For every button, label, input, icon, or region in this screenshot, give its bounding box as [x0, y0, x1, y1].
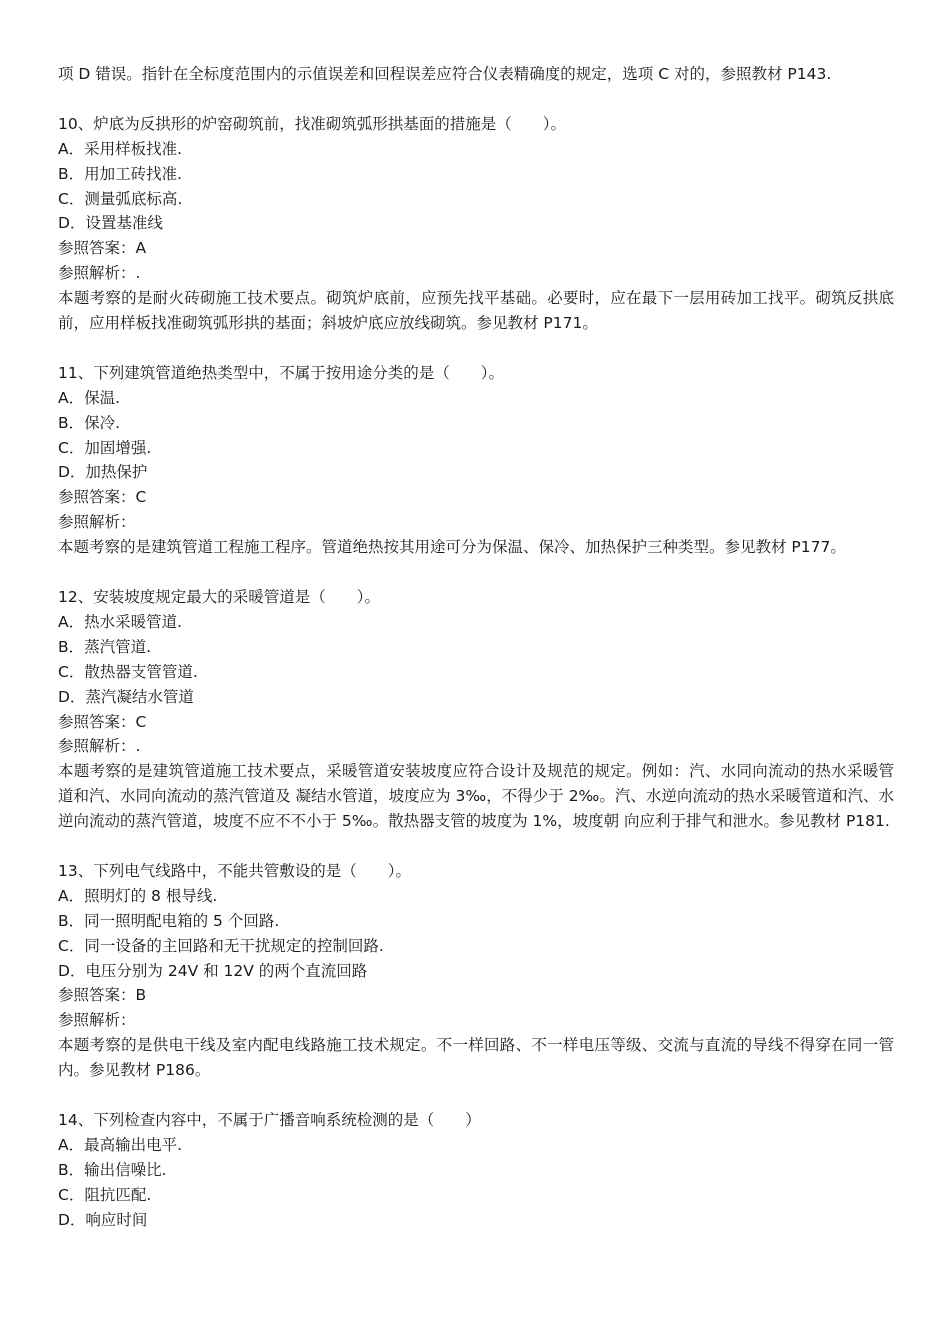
option-b: B．蒸汽管道. [58, 637, 152, 656]
option-a: A．采用样板找准. [58, 139, 183, 158]
option-d: D．加热保护 [58, 463, 148, 482]
analysis-label: 参照解析：. [58, 737, 141, 756]
question-stem: 14、下列检查内容中，不属于广播音响系统检测的是（ ） [58, 1110, 481, 1129]
question-block [58, 361, 894, 560]
question-stem: 11、下列建筑管道绝热类型中，不属于按用途分类的是（ ）。 [58, 363, 504, 382]
answer-text: 参照答案：C [58, 488, 147, 507]
question-stem: 13、下列电气线路中，不能共管敷设的是（ ）。 [58, 861, 411, 880]
spacer [58, 87, 894, 112]
answer-text: 参照答案：C [58, 712, 147, 731]
option-b: B．同一照明配电箱的 5 个回路. [58, 911, 280, 930]
document-page [58, 62, 894, 1233]
analysis-text: 本题考察的是建筑管道工程施工程序。管道绝热按其用途可分为保温、保冷、加热保护三种类型。参见教材 P177。 [58, 538, 846, 557]
question-block [58, 1108, 894, 1233]
intro-text: 项 D 错误。指针在全标度范围内的示值误差和回程误差应符合仪表精确度的规定，选项 C 对的，参照教材 P143. [58, 65, 832, 83]
spacer [58, 1083, 894, 1108]
option-c: C．加固增强. [58, 438, 152, 457]
question-block [58, 585, 894, 834]
option-d: D．设置基准线 [58, 214, 163, 233]
analysis-label: 参照解析： [58, 1011, 136, 1030]
option-a: A．热水采暖管道. [58, 612, 183, 631]
spacer [58, 560, 894, 585]
option-b: B．输出信噪比. [58, 1160, 167, 1179]
option-b: B．用加工砖找准. [58, 164, 183, 183]
option-d: D．蒸汽凝结水管道 [58, 687, 194, 706]
analysis-text: 本题考察的是耐火砖砌施工技术要点。砌筑炉底前，应预先找平基础。必要时，应在最下一层用砖加工找平。砌筑反拱底前，应用样板找准砌筑弧形拱的基面；斜坡炉底应放线砌筑。参见教材 P171。 [58, 289, 894, 333]
answer-text: 参照答案：B [58, 986, 147, 1005]
analysis-label: 参照解析： [58, 513, 136, 532]
spacer [58, 834, 894, 859]
option-c: C．阻抗匹配. [58, 1185, 152, 1204]
option-d: D．响应时间 [58, 1210, 148, 1229]
spacer [58, 336, 894, 361]
option-a: A．最高输出电平. [58, 1135, 183, 1154]
analysis-text: 本题考察的是供电干线及室内配电线路施工技术规定。不一样回路、不一样电压等级、交流与直流的导线不得穿在同一管内。参见教材 P186。 [58, 1036, 894, 1080]
question-stem: 10、炉底为反拱形的炉窑砌筑前，找准砌筑弧形拱基面的措施是（ ）。 [58, 114, 566, 133]
option-c: C．同一设备的主回路和无干扰规定的控制回路. [58, 936, 384, 955]
option-b: B．保冷. [58, 413, 121, 432]
option-a: A．保温. [58, 388, 121, 407]
question-block [58, 859, 894, 1083]
question-block [58, 112, 894, 336]
answer-text: 参照答案：A [58, 239, 147, 258]
option-c: C．测量弧底标高. [58, 189, 183, 208]
option-d: D．电压分别为 24V 和 12V 的两个直流回路 [58, 961, 368, 980]
analysis-label: 参照解析：. [58, 264, 141, 283]
analysis-text: 本题考察的是建筑管道施工技术要点，采暖管道安装坡度应符合设计及规范的规定。例如：汽、水同向流动的热水采暖管道和汽、水同向流动的蒸汽管道及 凝结水管道，坡度应为 3‰，不得少于 2‰。汽、水逆向流动的热水采暖管道和汽、水逆向流动的蒸汽管道，坡度不应不不小于 5‰。散热器支管的坡度为 1%，坡度朝 向应利于排气和泄水。参见教材 P181. [58, 762, 894, 831]
option-c: C．散热器支管管道. [58, 662, 198, 681]
option-a: A．照明灯的 8 根导线. [58, 886, 218, 905]
question-stem: 12、安装坡度规定最大的采暖管道是（ ）。 [58, 587, 380, 606]
